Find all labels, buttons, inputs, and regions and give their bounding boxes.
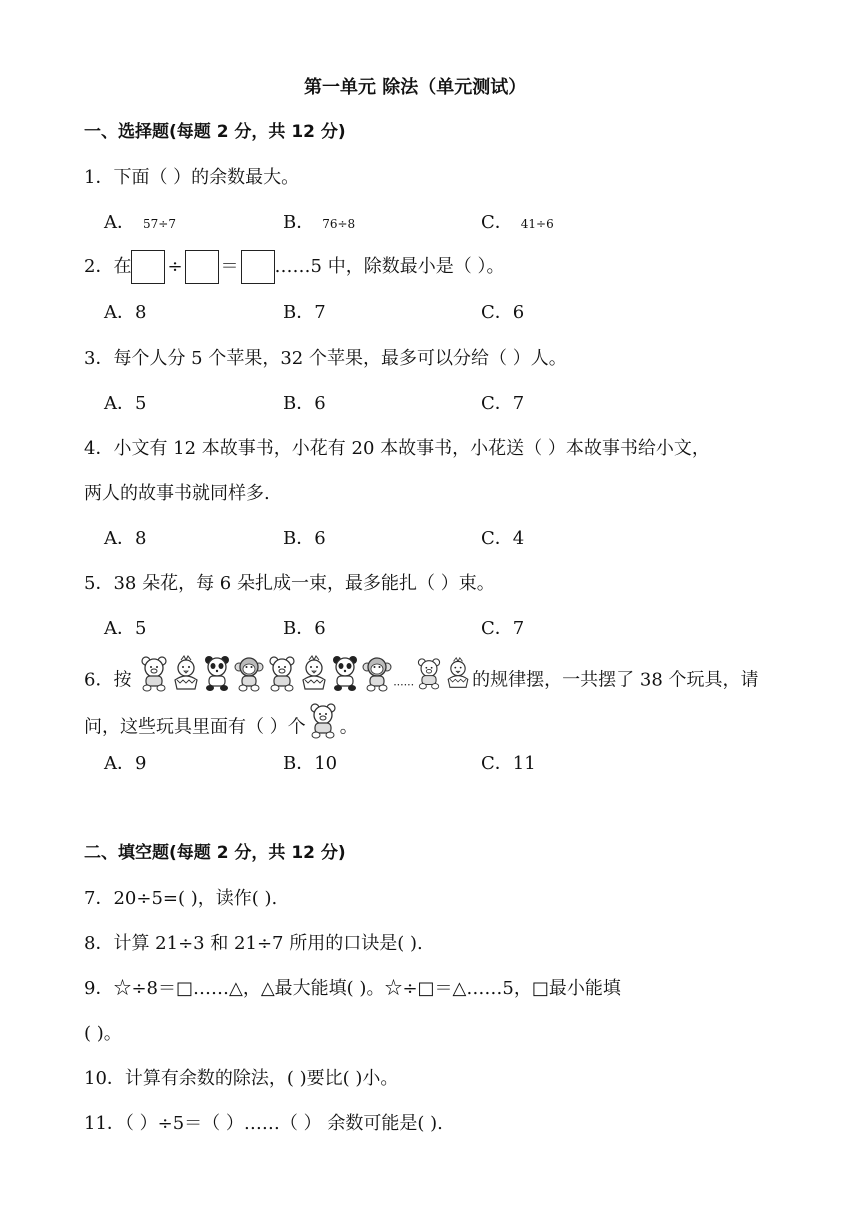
q6-option-b[interactable]: B．10 [283,753,338,774]
monkey-toy-icon [361,654,393,707]
question-4-line-1: 4．小文有 12 本故事书，小花有 20 本故事书，小花送（ ）本故事书给小文， [84,438,710,459]
q2-option-b[interactable]: B．7 [283,302,326,323]
option-label: A． [104,212,135,233]
question-11: 11．（ ）÷5＝（ ）……（ ） 余数可能是( ). [84,1113,443,1134]
question-9-line-1: 9．☆÷8＝□……△，△最大能填( )。☆÷□＝△……5，□最小能填 [84,978,621,999]
chick-toy-icon [444,656,472,705]
q6-prefix: 6．按 [84,669,132,691]
question-2 [84,250,504,284]
quotient-blank-box[interactable] [241,250,275,284]
section-1-heading: 一、选择题(每题 2 分，共 12 分) [84,122,346,142]
option-expression: 41÷6 [520,217,554,231]
section-2-heading: 二、填空题(每题 2 分，共 12 分) [84,843,346,863]
question-5: 5．38 朵花，每 6 朵扎成一束，最多能扎（ ）束。 [84,573,495,594]
q6-line1-suffix: 的规律摆，一共摆了 38 个玩具，请 [472,669,759,691]
option-expression: 57÷7 [143,217,176,231]
q2-suffix: ……5 中，除数最小是（ ）。 [274,256,505,277]
q4-option-c[interactable]: C．4 [481,528,525,549]
option-expression: 76÷8 [322,217,356,231]
q4-option-a[interactable]: A．8 [104,528,147,549]
q2-option-c[interactable]: C．6 [481,302,525,323]
question-7: 7．20÷5=( )，读作( ). [84,888,278,909]
q5-option-c[interactable]: C．7 [481,618,525,639]
pattern-ellipsis: ...... [393,675,415,689]
q1-option-a[interactable] [104,214,176,232]
q3-option-c[interactable]: C．7 [481,393,525,414]
question-8: 8．计算 21÷3 和 21÷7 所用的口诀是( ). [84,933,423,954]
q5-option-b[interactable]: B．6 [283,618,326,639]
bear-toy-icon [414,656,444,705]
option-label: B． [283,212,315,233]
q2-prefix: 2．在 [84,256,132,277]
divisor-blank-box[interactable] [185,250,219,284]
question-9-line-2: ( )。 [84,1023,122,1044]
question-6-line-2 [84,700,358,755]
dividend-blank-box[interactable] [131,250,165,284]
q6-option-c[interactable]: C．11 [481,753,536,774]
question-3: 3．每个人分 5 个苹果，32 个苹果，最多可以分给（ ）人。 [84,348,567,369]
option-label: C． [481,212,513,233]
question-10: 10．计算有余数的除法，( )要比( )小。 [84,1068,399,1089]
q3-option-a[interactable]: A．5 [104,393,147,414]
page-title: 第一单元 除法（单元测试） [304,77,527,98]
division-sign: ÷ [167,256,183,277]
q6-option-a[interactable]: A．9 [104,753,147,774]
q1-option-b[interactable] [283,214,355,232]
q4-option-b[interactable]: B．6 [283,528,326,549]
equals-sign: ＝ [220,256,239,277]
q5-option-a[interactable]: A．5 [104,618,147,639]
q3-option-b[interactable]: B．6 [283,393,326,414]
q1-option-c[interactable] [481,214,554,232]
question-4-line-2: 两人的故事书就同样多. [84,483,270,504]
bear-toy-icon [306,700,340,755]
q6-line2-suffix: 。 [339,716,358,738]
q6-line2-prefix: 问，这些玩具里面有（ ）个 [84,716,306,738]
question-1: 1．下面（ ）的余数最大。 [84,167,300,188]
q2-option-a[interactable]: A．8 [104,302,147,323]
